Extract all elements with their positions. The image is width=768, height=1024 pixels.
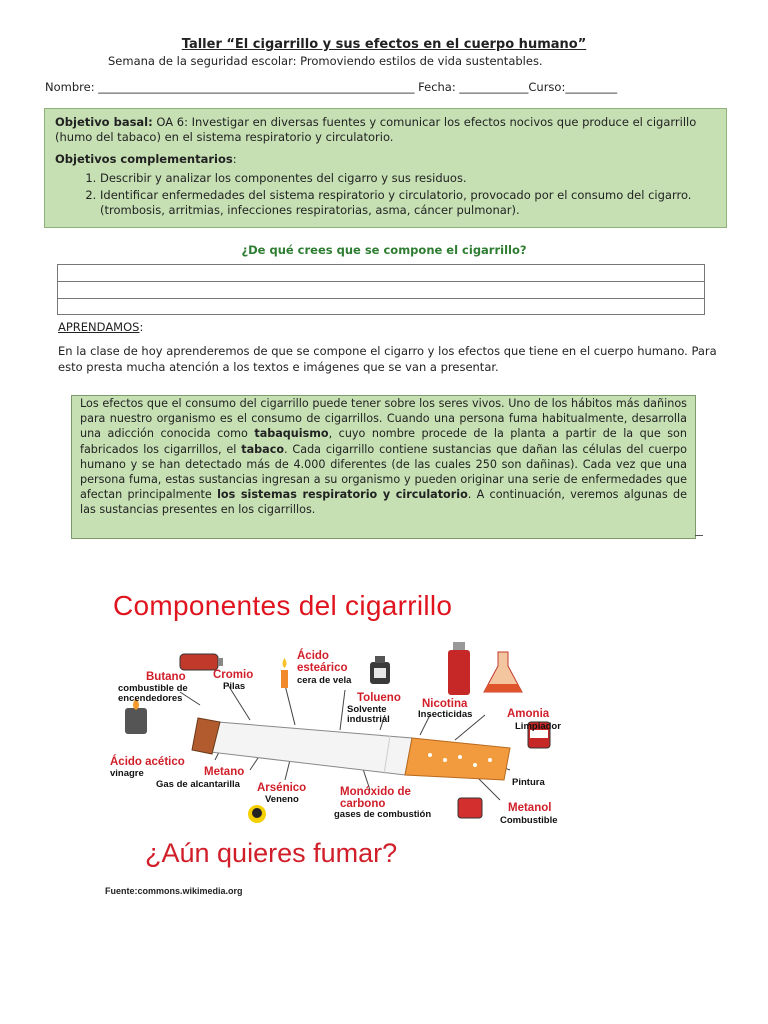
- learn-heading: [58, 320, 143, 334]
- reading-bold: los sistemas respiratorio y circulatorio: [217, 488, 468, 502]
- answer-box[interactable]: [57, 264, 705, 315]
- component-desc: gases de combustión: [334, 809, 432, 820]
- component-tolueno: Tolueno: [357, 692, 401, 704]
- flask-icon: [484, 652, 522, 692]
- component-desc: combustible de encendedores: [118, 683, 188, 704]
- worksheet-subtitle: Semana de la seguridad escolar: Promoviendo estilos de vida sustentables.: [108, 54, 543, 68]
- skull-icon: [248, 805, 266, 823]
- basal-objective: [55, 115, 716, 144]
- component-desc: Combustible: [500, 815, 558, 826]
- component-desc: Solvente industrial: [347, 704, 390, 725]
- objective-item: 1. Describir y analizar los componentes del cigarro y sus residuos.: [100, 171, 716, 186]
- image-source: Fuente:commons.wikimedia.org: [105, 886, 243, 896]
- reading-text: . A continuación, veremos algunas de las sustancias presentes en los cigarrillos.: [80, 488, 687, 517]
- component-desc: Veneno: [265, 794, 299, 805]
- learn-colon: :: [139, 320, 144, 334]
- solvent-bottle-icon: [370, 656, 390, 684]
- complementary-colon: :: [232, 152, 237, 166]
- learn-intro: En la clase de hoy aprenderemos de que se compone el cigarro y los efectos que tiene en el cuerpo humano. Para esto presta mucha atención a los textos e imágenes que se van a presentar.: [58, 344, 717, 374]
- reading-bold: tabaquismo: [254, 427, 329, 441]
- component-arsenico: Arsénico: [257, 782, 307, 794]
- candle-icon: [281, 658, 288, 688]
- component-amonia: Amonia: [507, 708, 550, 720]
- objective-item: 2. Identificar enfermedades del sistema respiratorio y circulatorio, provocado por el consumo del cigarro. (trombosis, arritmias, infecciones respiratorias, asma, cáncer pulmonar).: [100, 188, 716, 217]
- reading-text: . Cada cigarrillo contiene sustancias que dañan las células del cuerpo humano y se han detectado más de 4.000 diferentes (de las cuales 250 son dañinas). Cada vez que una persona fuma, estas sustancias ingresan a su organismo y pueden originar una serie de enfermedades que afectan principalmente: [80, 442, 687, 502]
- component-desc: Insecticidas: [418, 709, 473, 720]
- component-acido-acetico: Ácido acético: [110, 756, 185, 768]
- student-info-line: Nombre: _______________________________________________________ Fecha: ____________Curso:_________: [45, 80, 618, 94]
- component-name: Butano: [146, 671, 186, 683]
- answer-line: [58, 298, 704, 299]
- component-cromio: Cromio: [213, 669, 254, 681]
- basal-text: OA 6: Investigar en diversas fuentes y comunicar los efectos nocivos que produce el cigarrillo (humo del tabaco) en el sistema respiratorio y circulatorio.: [55, 115, 697, 144]
- fuel-can-icon: [458, 798, 482, 818]
- reading-bold: tabaco: [241, 442, 285, 456]
- component-desc: Pilas: [223, 681, 246, 692]
- question-heading: ¿De qué crees que se compone el cigarrillo?: [241, 243, 527, 257]
- component-metanol: Metanol: [508, 802, 552, 814]
- component-butano: [146, 671, 186, 683]
- basal-label: Objetivo basal:: [55, 115, 153, 129]
- reading-box: [71, 395, 696, 539]
- objectives-box: [44, 108, 727, 228]
- reading-text: Los efectos que el consumo del cigarrillo puede tener sobre los seres vivos. Uno de los hábitos más dañinos para nuestro organismo es el consumo de cigarrillos. Cuando una persona fuma habitualmente, desarrolla una adicción conocida como: [80, 397, 687, 441]
- component-desc: Gas de alcantarilla: [156, 779, 240, 790]
- component-metano: Metano: [204, 766, 245, 778]
- complementary-label: Objetivos complementarios: [55, 152, 233, 166]
- infographic-title: Componentes del cigarrillo: [113, 590, 453, 621]
- reading-text: , cuyo nombre procede de la planta a partir de la que son fabricados los cigarrillos, el: [80, 427, 687, 456]
- divider: [695, 535, 703, 536]
- component-pintura: Pintura: [512, 777, 545, 788]
- learn-heading-text: APRENDAMOS: [58, 320, 140, 334]
- component-desc: vinagre: [110, 768, 144, 779]
- bug-spray-icon: [448, 642, 470, 695]
- complementary-list: [55, 171, 716, 218]
- component-nicotina: Nicotina: [422, 698, 468, 710]
- closing-question: ¿Aún quieres fumar?: [145, 838, 398, 868]
- component-desc: Limpiador: [515, 721, 561, 732]
- answer-line: [58, 281, 704, 282]
- component-acido-estearico: Ácido esteárico: [297, 650, 348, 674]
- worksheet-title: Taller “El cigarrillo y sus efectos en el cuerpo humano”: [181, 37, 587, 52]
- complementary-heading: [55, 152, 716, 167]
- component-desc: cera de vela: [297, 675, 352, 686]
- component-monoxido: Monóxido de carbono: [340, 786, 411, 810]
- battery-icon: [180, 654, 223, 670]
